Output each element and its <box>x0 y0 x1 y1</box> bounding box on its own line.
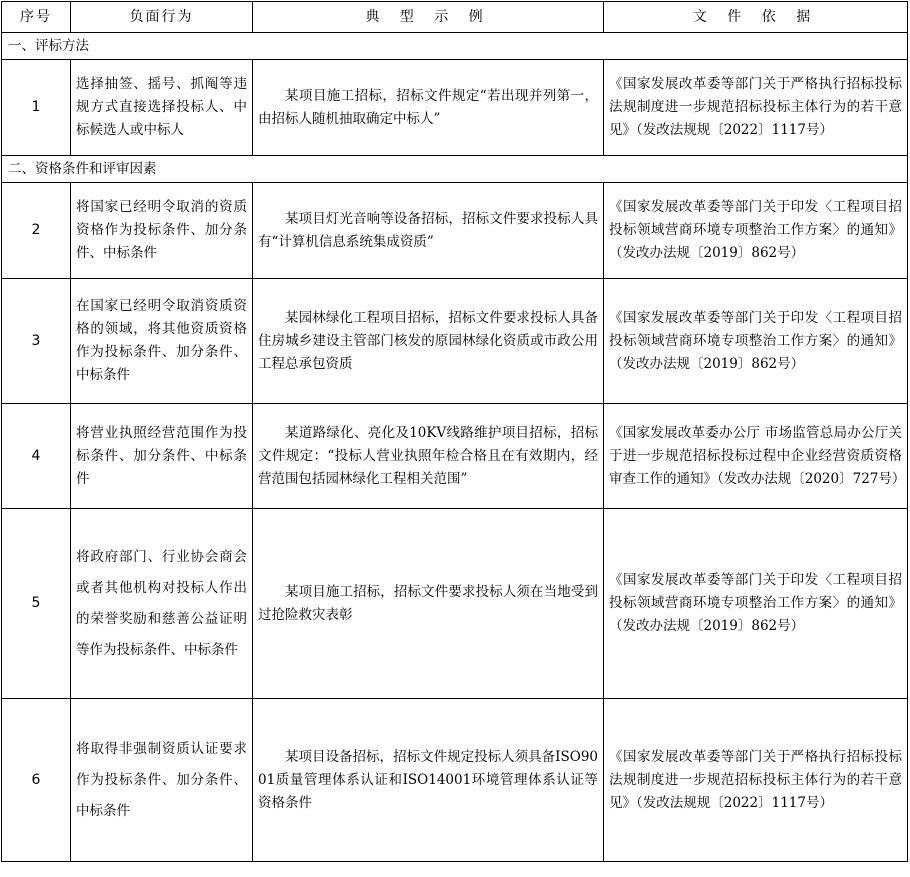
table-row <box>2 279 908 404</box>
example-cell: 某道路绿化、亮化及10KV线路维护项目招标，招标文件规定：“投标人营业执照年检合格且在有效期内，经营范围包括园林绿化工程相关范围” <box>253 404 604 509</box>
table-row <box>2 699 908 862</box>
document-basis-cell: 《国家发展改革委等部门关于印发〈工程项目招投标领域营商环境专项整治工作方案〉的通知》（发改办法规〔2019〕862号） <box>604 509 908 699</box>
document-basis-cell: 《国家发展改革委等部门关于严格执行招标投标法规制度进一步规范招标投标主体行为的若干意见》（发改法规规〔2022〕1117号） <box>604 699 908 862</box>
section-title: 二、资格条件和评审因素 <box>2 156 908 183</box>
negative-behavior-table <box>1 1 908 862</box>
row-index: 1 <box>2 60 71 156</box>
example-cell: 某项目设备招标，招标文件规定投标人须具备ISO9001质量管理体系认证和ISO14001环境管理体系认证等资格条件 <box>253 699 604 862</box>
table-row <box>2 60 908 156</box>
negative-behavior-cell: 将国家已经明令取消的资质资格作为投标条件、加分条件、中标条件 <box>71 183 253 279</box>
header-row <box>2 2 908 33</box>
example-cell: 某园林绿化工程项目招标，招标文件要求投标人具备住房城乡建设主管部门核发的原园林绿化资质或市政公用工程总承包资质 <box>253 279 604 404</box>
section-row <box>2 156 908 183</box>
negative-behavior-cell: 将取得非强制资质认证要求作为投标条件、加分条件、中标条件 <box>71 699 253 862</box>
example-cell: 某项目施工招标，招标文件要求投标人须在当地受到过抢险救灾表彰 <box>253 509 604 699</box>
row-index: 5 <box>2 509 71 699</box>
header-index: 序号 <box>2 2 71 33</box>
section-row <box>2 33 908 60</box>
header-document-basis: 文 件 依 据 <box>604 2 908 33</box>
table-row <box>2 183 908 279</box>
header-example: 典 型 示 例 <box>253 2 604 33</box>
row-index: 2 <box>2 183 71 279</box>
row-index: 3 <box>2 279 71 404</box>
header-negative-behavior: 负面行为 <box>71 2 253 33</box>
document-basis-cell: 《国家发展改革委等部门关于印发〈工程项目招投标领域营商环境专项整治工作方案〉的通知》（发改办法规〔2019〕862号） <box>604 183 908 279</box>
negative-behavior-cell: 在国家已经明令取消资质资格的领域，将其他资质资格作为投标条件、加分条件、中标条件 <box>71 279 253 404</box>
section-title: 一、评标方法 <box>2 33 908 60</box>
row-index: 4 <box>2 404 71 509</box>
table-row <box>2 509 908 699</box>
row-index: 6 <box>2 699 71 862</box>
negative-behavior-cell: 将营业执照经营范围作为投标条件、加分条件、中标条件 <box>71 404 253 509</box>
example-cell: 某项目灯光音响等设备招标，招标文件要求投标人具有“计算机信息系统集成资质” <box>253 183 604 279</box>
document-basis-cell: 《国家发展改革委等部门关于印发〈工程项目招投标领域营商环境专项整治工作方案〉的通知》（发改办法规〔2019〕862号） <box>604 279 908 404</box>
document-basis-cell: 《国家发展改革委办公厅 市场监管总局办公厅关于进一步规范招标投标过程中企业经营资质资格审查工作的通知》（发改办法规〔2020〕727号） <box>604 404 908 509</box>
example-cell: 某项目施工招标，招标文件规定“若出现并列第一，由招标人随机抽取确定中标人” <box>253 60 604 156</box>
document-basis-cell: 《国家发展改革委等部门关于严格执行招标投标法规制度进一步规范招标投标主体行为的若干意见》（发改法规规〔2022〕1117号） <box>604 60 908 156</box>
table-row <box>2 404 908 509</box>
negative-behavior-cell: 选择抽签、摇号、抓阄等违规方式直接选择投标人、中标候选人或中标人 <box>71 60 253 156</box>
negative-behavior-cell: 将政府部门、行业协会商会或者其他机构对投标人作出的荣誉奖励和慈善公益证明等作为投标条件、中标条件 <box>71 509 253 699</box>
